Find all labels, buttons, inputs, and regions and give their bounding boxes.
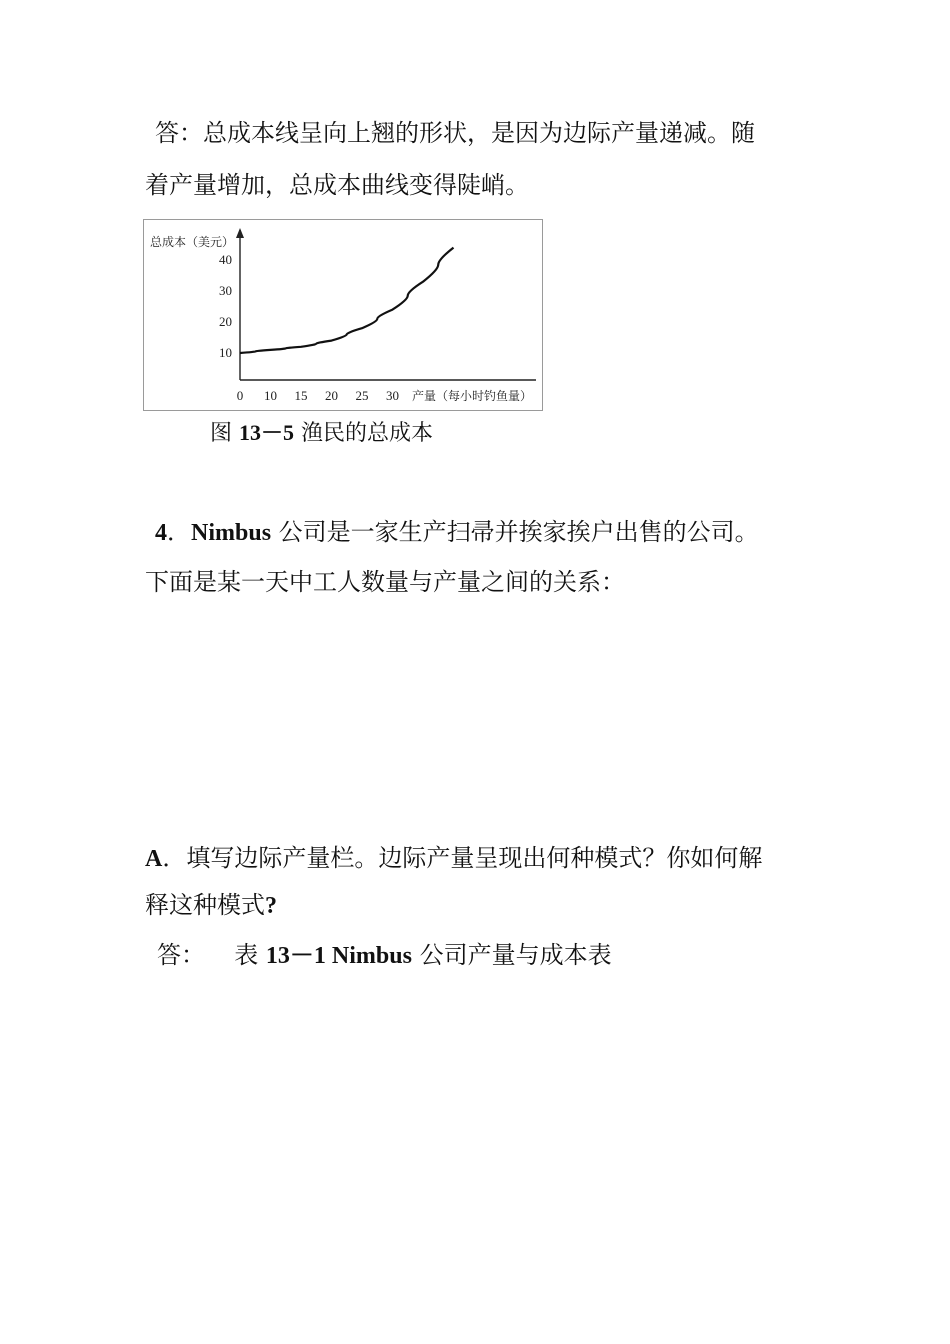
chart-svg [144,220,542,410]
total-cost-chart [143,219,543,411]
y-tick-label: 30 [219,283,232,298]
answer-line-1: 答：总成本线呈向上翘的形状，是因为边际产量递减。随 [155,119,755,147]
y-axis-label: 总成本（美元） [150,235,235,249]
x-tick-label: 20 [325,388,338,403]
x-tick-label: 30 [386,388,399,403]
x-axis-label: 产量（每小时钓鱼量） [412,389,533,403]
x-tick-label: 15 [294,388,308,403]
answer-line-2: 着产量增加，总成本曲线变得陡峭。 [145,171,529,199]
part-a-line-1: A．填写边际产量栏。边际产量呈现出何种模式？你如何解 [145,844,763,872]
y-tick-label: 20 [219,314,232,329]
figure-caption: 图 13－5 渔民的总成本 [210,420,434,446]
part-a-answer-line: 答： 表 13－1 Nimbus 公司产量与成本表 [157,941,612,969]
x-tick-label: 25 [355,388,369,403]
y-tick-label: 10 [219,345,232,360]
x-tick-label: 10 [264,388,277,403]
part-a-line-2: 释这种模式? [145,891,277,919]
x-tick-label: 0 [236,388,244,403]
question-4-line-2: 下面是某一天中工人数量与产量之间的关系： [145,568,625,596]
y-axis-arrow [236,228,244,238]
question-4-line-1: 4．Nimbus 公司是一家生产扫帚并挨家挨户出售的公司。 [155,518,759,546]
y-tick-label: 40 [219,252,232,267]
total-cost-curve [240,248,454,353]
